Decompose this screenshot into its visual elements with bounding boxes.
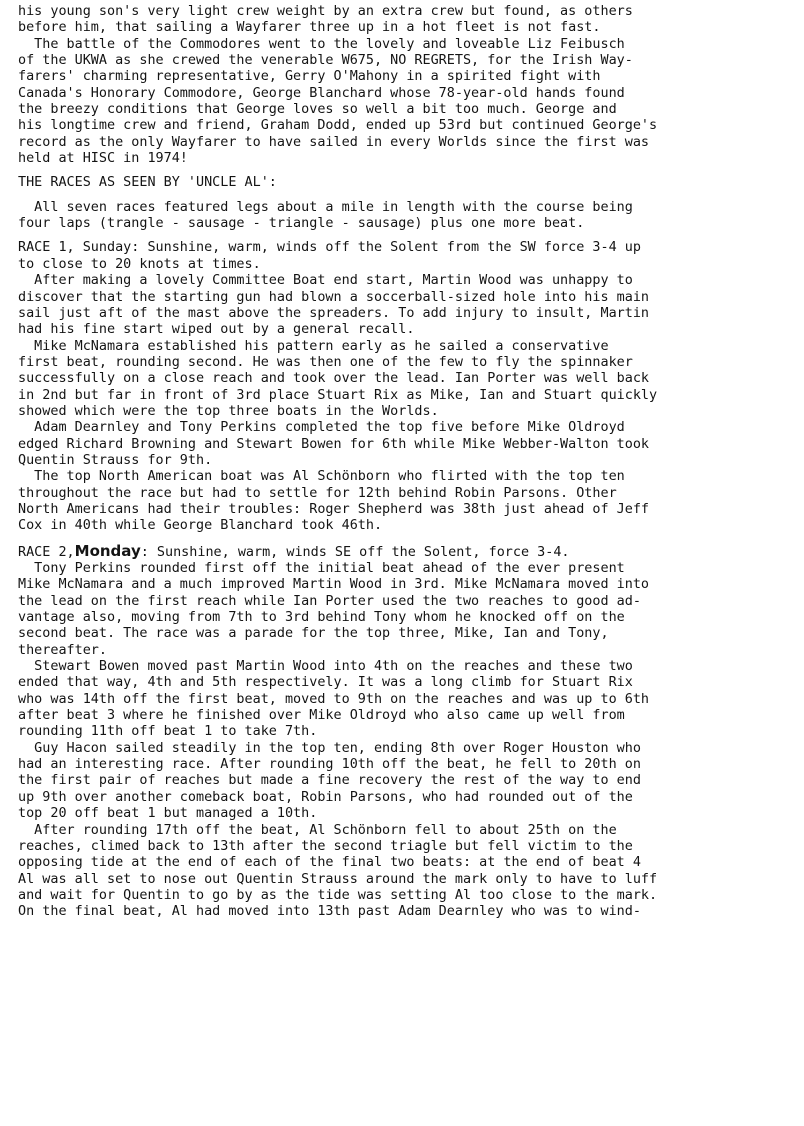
text-line: farers' charming representative, Gerry O'Mahony in a spirited fight with bbox=[18, 69, 601, 85]
text-line: top 20 off beat 1 but managed a 10th. bbox=[18, 806, 318, 822]
text-line: edged Richard Browning and Stewart Bowen for 6th while Mike Webber-Walton took bbox=[18, 436, 650, 452]
text-line: Canada's Honorary Commodore, George Blanchard whose 78-year-old hands found bbox=[18, 85, 625, 101]
text-line: had his fine start wiped out by a general recall. bbox=[18, 322, 415, 338]
text-line: who was 14th off the first beat, moved to 9th on the reaches and was up to 6th bbox=[18, 691, 650, 707]
text-line: discover that the starting gun had blown a soccerball-sized hole into his main bbox=[18, 289, 650, 305]
text-line: reaches, climed back to 13th after the second triagle but fell victim to the bbox=[18, 838, 633, 854]
text-line: second beat. The race was a parade for the top three, Mike, Ian and Tony, bbox=[18, 626, 609, 642]
text-line: rounding 11th off beat 1 to take 7th. bbox=[18, 724, 318, 740]
text-line: before him, that sailing a Wayfarer three up in a hot fleet is not fast. bbox=[18, 20, 601, 36]
text-line: sail just aft of the mast above the spreaders. To add injury to insult, Martin bbox=[18, 305, 650, 321]
text-line: After making a lovely Committee Boat end start, Martin Wood was unhappy to bbox=[18, 273, 633, 289]
text-line: The battle of the Commodores went to the lovely and loveable Liz Feibusch bbox=[18, 36, 625, 52]
intro-paragraph bbox=[18, 4, 790, 167]
text-line: up 9th over another comeback boat, Robin Parsons, who had rounded out of the bbox=[18, 789, 633, 805]
text-line: held at HISC in 1974! bbox=[18, 151, 188, 167]
text-line: had an interesting race. After rounding 10th off the beat, he fell to 20th on bbox=[18, 757, 641, 773]
text-line: Cox in 40th while George Blanchard took 46th. bbox=[18, 518, 383, 534]
race-2-conditions: : Sunshine, warm, winds SE off the Solent, force 3-4. bbox=[140, 544, 570, 560]
text-line: All seven races featured legs about a mile in length with the course being bbox=[18, 199, 633, 215]
text-line: Stewart Bowen moved past Martin Wood into 4th on the reaches and these two bbox=[18, 659, 633, 675]
text-line: Guy Hacon sailed steadily in the top ten, ending 8th over Roger Houston who bbox=[18, 740, 641, 756]
text-line: in 2nd but far in front of 3rd place Stuart Rix as Mike, Ian and Stuart quickly bbox=[18, 387, 658, 403]
text-line: Quentin Strauss for 9th. bbox=[18, 452, 213, 468]
text-line: The top North American boat was Al Schönborn who flirted with the top ten bbox=[18, 469, 625, 485]
text-line: ended that way, 4th and 5th respectively. It was a long climb for Stuart Rix bbox=[18, 675, 633, 691]
text-line: opposing tide at the end of each of the final two beats: at the end of beat 4 bbox=[18, 855, 641, 871]
text-line: record as the only Wayfarer to have sailed in every Worlds since the first was bbox=[18, 134, 650, 150]
text-line: showed which were the top three boats in the Worlds. bbox=[18, 403, 439, 419]
text-line: first beat, rounding second. He was then one of the few to fly the spinnaker bbox=[18, 354, 633, 370]
text-line: thereafter. bbox=[18, 642, 107, 658]
race-1-heading: RACE 1, Sunday: Sunshine, warm, winds off the Solent from the SW force 3-4 up bbox=[18, 240, 641, 256]
race-2-label: RACE 2, bbox=[18, 544, 75, 560]
text-line: vantage also, moving from 7th to 3rd behind Tony whom he knocked off on the bbox=[18, 610, 625, 626]
text-line: After rounding 17th off the beat, Al Schönborn fell to about 25th on the bbox=[18, 822, 617, 838]
text-line: the breezy conditions that George loves so well a bit too much. George and bbox=[18, 102, 617, 118]
race-2-section bbox=[18, 543, 790, 921]
text-line: Mike McNamara established his pattern early as he sailed a conservative bbox=[18, 338, 609, 354]
text-line: four laps (trangle - sausage - triangle - sausage) plus one more beat. bbox=[18, 216, 585, 232]
race-2-heading bbox=[18, 543, 790, 561]
text-line: North Americans had their troubles: Roger Shepherd was 38th just ahead of Jeff bbox=[18, 501, 650, 517]
text-line: of the UKWA as she crewed the venerable W675, NO REGRETS, for the Irish Way- bbox=[18, 53, 633, 69]
text-line: successfully on a close reach and took over the lead. Ian Porter was well back bbox=[18, 371, 650, 387]
section-heading: THE RACES AS SEEN BY 'UNCLE AL': bbox=[18, 175, 277, 191]
race-1-section bbox=[18, 240, 790, 534]
overview-paragraph bbox=[18, 200, 790, 233]
text-line: the lead on the first reach while Ian Porter used the two reaches to good ad- bbox=[18, 593, 641, 609]
text-line: Adam Dearnley and Tony Perkins completed the top five before Mike Oldroyd bbox=[18, 420, 625, 436]
text-line: Al was all set to nose out Quentin Strauss around the mark only to have to luff bbox=[18, 871, 658, 887]
text-line: Mike McNamara and a much improved Martin Wood in 3rd. Mike McNamara moved into bbox=[18, 577, 650, 593]
text-line: his young son's very light crew weight by an extra crew but found, as others bbox=[18, 4, 633, 19]
text-line: his longtime crew and friend, Graham Dodd, ended up 53rd but continued George's bbox=[18, 118, 658, 134]
text-line: after beat 3 where he finished over Mike Oldroyd who also came up well from bbox=[18, 708, 625, 724]
text-line: On the final beat, Al had moved into 13th past Adam Dearnley who was to wind- bbox=[18, 904, 641, 920]
text-line: and wait for Quentin to go by as the tide was setting Al too close to the mark. bbox=[18, 887, 658, 903]
text-line: throughout the race but had to settle for 12th behind Robin Parsons. Other bbox=[18, 485, 617, 501]
document-page bbox=[18, 4, 790, 921]
text-line: the first pair of reaches but made a fine recovery the rest of the way to end bbox=[18, 773, 641, 789]
text-line: to close to 20 knots at times. bbox=[18, 256, 261, 272]
text-line: Tony Perkins rounded first off the initial beat ahead of the ever present bbox=[18, 561, 625, 576]
race-2-day: Monday bbox=[74, 541, 141, 560]
